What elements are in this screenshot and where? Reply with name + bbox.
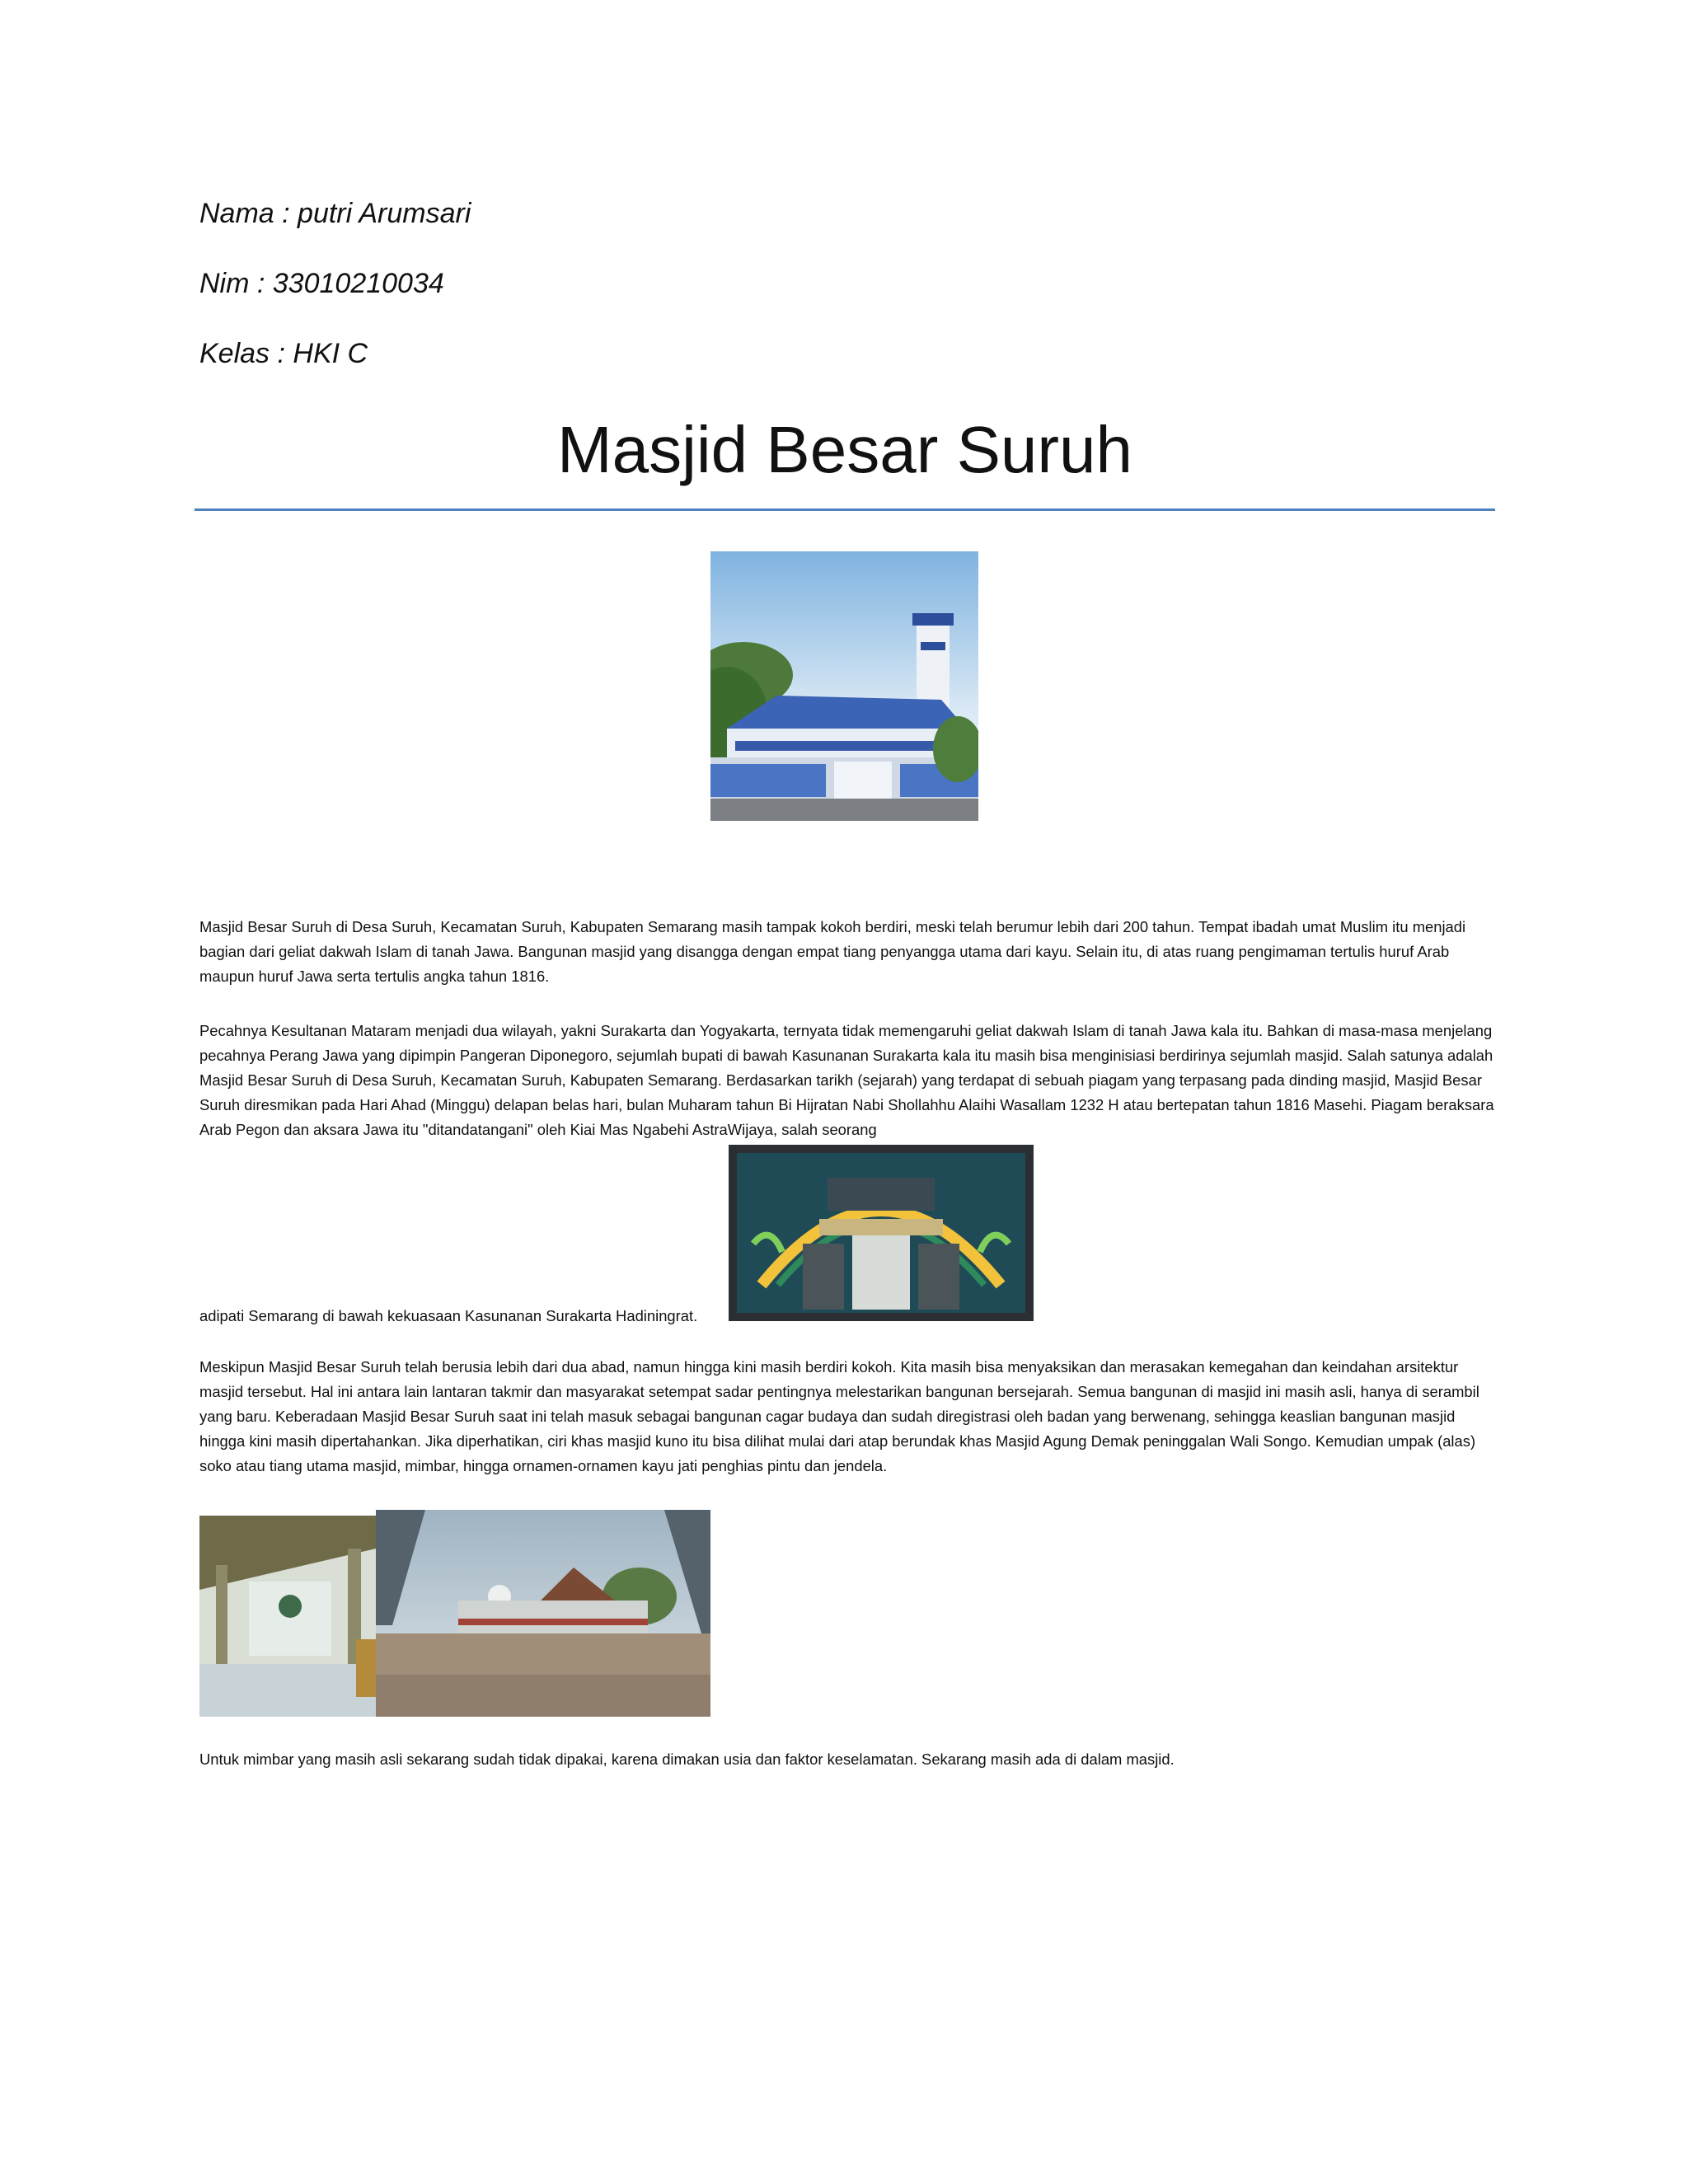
- student-class: Kelas : HKI C: [199, 338, 368, 369]
- title-underline: [195, 509, 1495, 511]
- mosque-yard-photo: [376, 1510, 710, 1717]
- page-title: Masjid Besar Suruh: [556, 413, 1133, 486]
- student-nim: Nim : 33010210034: [199, 268, 444, 299]
- student-name: Nama : putri Arumsari: [199, 198, 471, 229]
- paragraph-mimbar: Untuk mimbar yang masih asli sekarang sudah tidak dipakai, karena dimakan usia dan faktor keselamatan. Sekarang masih ada di dalam masjid.: [199, 1750, 1175, 1768]
- mosque-interior-photo: [199, 1516, 376, 1717]
- paragraph-intro: Masjid Besar Suruh di Desa Suruh, Kecamatan Suruh, Kabupaten Semarang masih tampak kokoh berdiri, meski telah berumur lebih dari 200 tahun. Tempat ibadah umat Muslim itu menjadi bagian dari geliat dakwah Islam di tanah Jawa. Bangunan masjid yang disangga dengan empat tiang penyangga utama dari kayu. Selain itu, di atas ruang pengimaman tertulis huruf Arab maupun huruf Jawa serta tertulis angka tahun 1816.: [199, 918, 1466, 985]
- mosque-exterior-photo: [710, 551, 978, 821]
- paragraph-architecture: Meskipun Masjid Besar Suruh telah berusia lebih dari dua abad, namun hingga kini masih berdiri kokoh. Kita masih bisa menyaksikan dan merasakan kemegahan dan keindahan arsitektur masjid tersebut. Hal ini antara lain lantaran takmir dan masyarakat setempat sadar pentingnya melestarikan bangunan bersejarah. Semua bangunan di masjid ini masih asli, hanya di serambil yang baru. Keberadaan Masjid Besar Suruh saat ini telah masuk sebagai bangunan cagar budaya dan sudah diregistrasi oleh badan yang berwenang, sehingga keaslian bangunan masjid hingga kini masih dipertahankan. Jika diperhatikan, ciri khas masjid kuno itu bisa dilihat mulai dari atap berundak khas Masjid Agung Demak peninggalan Wali Songo. Kemudian umpak (alas) soko atau tiang utama masjid, mimbar, hingga ornamen-ornamen kayu jati penghias pintu dan jendela.: [199, 1358, 1479, 1474]
- paragraph-history-end: adipati Semarang di bawah kekuasaan Kasunanan Surakarta Hadiningrat.: [199, 1307, 698, 1324]
- inscription-plaque-photo: [729, 1145, 1034, 1321]
- paragraph-history: Pecahnya Kesultanan Mataram menjadi dua wilayah, yakni Surakarta dan Yogyakarta, ternyata tidak memengaruhi geliat dakwah Islam di tanah Jawa kala itu. Bahkan di masa-masa menjelang pecahnya Perang Jawa yang dipimpin Pangeran Diponegoro, sejumlah bupati di bawah Kasunanan Surakarta kala itu masih bisa menginisiasi berdirinya sejumlah masjid. Salah satunya adalah Masjid Besar Suruh di Desa Suruh, Kecamatan Suruh, Kabupaten Semarang. Berdasarkan tarikh (sejarah) yang terdapat di sebuah piagam yang terpasang pada dinding masjid, Masjid Besar Suruh diresmikan pada Hari Ahad (Minggu) delapan belas hari, bulan Muharam tahun Bi Hijratan Nabi Shollahhu Alaihi Wasallam 1232 H atau bertepatan tahun 1816 Masehi. Piagam beraksara Arab Pegon dan aksara Jawa itu "ditandatangani" oleh Kiai Mas Ngabehi AstraWijaya, salah seorang: [199, 1022, 1494, 1138]
